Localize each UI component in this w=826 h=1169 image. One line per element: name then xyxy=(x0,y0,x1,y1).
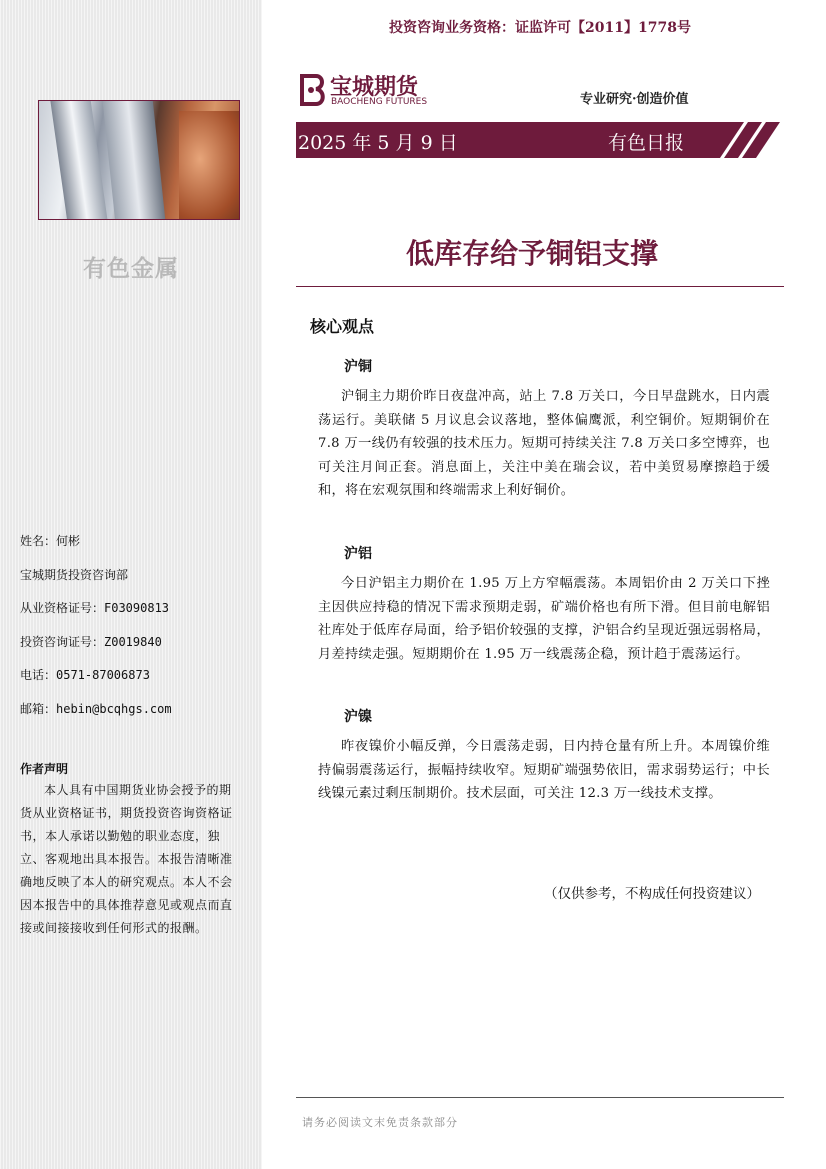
slogan: 专业研究·创造价值 xyxy=(580,92,689,107)
section-body-aluminum: 今日沪铝主力期价在 1.95 万上方窄幅震荡。本周铝价由 2 万关口下挫主因供应持稳的情况下需求预期走弱，矿端价格也有所下滑。但目前电解铝社库处于低库存局面，给予铝价较强的支撑，沪铝合约呈现近强远弱格局，月差持续走强。短期期价在 1.95 万一线震荡企稳，预计趋于震荡运行。 xyxy=(318,576,770,662)
baocheng-logo-icon xyxy=(296,72,328,108)
core-views-heading: 核心观点 xyxy=(310,317,375,336)
section-heading-aluminum: 沪铝 xyxy=(344,546,372,562)
report-date: 2025 年 5 月 9 日 xyxy=(298,132,458,154)
logo-english-name: BAOCHENG FUTURES xyxy=(331,97,428,107)
report-title: 低库存给予铜铝支撑 xyxy=(405,237,658,270)
declaration-title: 作者声明 xyxy=(20,762,69,776)
declaration-body: 本人具有中国期货业协会授予的期货从业资格证书，期货投资咨询资格证书，本人承诺以勤勉的职业态度，独立、客观地出具本报告。本报告清晰准确地反映了本人的研究观点。本人不会因本报告中的具体推荐意见或观点而直接或间接接收到任何形式的报酬。 xyxy=(20,783,233,935)
license-line: 投资咨询业务资格：证监许可【2011】1778号 xyxy=(389,20,691,36)
logo-chinese-name: 宝城期货 xyxy=(330,75,419,100)
author-name: 姓名：何彬 xyxy=(20,534,81,548)
author-info xyxy=(20,525,252,726)
sidebar-category: 有色金属 xyxy=(83,256,179,282)
section-body-nickel: 昨夜镍价小幅反弹，今日震荡走弱，日内持仓量有所上升。本周镍价维持偏弱震荡运行，振幅持续收窄。短期矿端强势依旧，需求弱势运行；中长线镍元素过剩压制期价。技术层面，可关注 12.3 万一线技术支撑。 xyxy=(318,739,770,801)
author-phone: 电话：0571-87006873 xyxy=(20,668,150,682)
company-logo xyxy=(296,70,456,114)
author-email: 邮箱：hebin@bcqhgs.com xyxy=(20,701,172,716)
author-department: 宝城期货投资咨询部 xyxy=(20,567,129,582)
sidebar xyxy=(0,0,262,1169)
author-declaration xyxy=(20,760,234,940)
section-heading-nickel: 沪镍 xyxy=(344,709,372,725)
title-divider xyxy=(296,286,784,287)
footer-note: 请务必阅读文末免责条款部分 xyxy=(302,1116,458,1129)
author-consult-license: 投资咨询证号：Z0019840 xyxy=(20,634,162,649)
section-heading-copper: 沪铜 xyxy=(344,359,372,375)
section-body-copper: 沪铜主力期价昨日夜盘冲高，站上 7.8 万关口，今日早盘跳水，日内震荡运行。美联储 5 月议息会议落地，整体偏鹰派，利空铜价。短期铜价在 7.8 万一线仍有较强的技术压力。短期可持续关注 7.8 万关口多空博弈，也可关注月间正套。消息面上，关注中美在瑞会议，若中美贸易摩擦趋于缓和，将在宏观氛围和终端需求上利好铜价。 xyxy=(318,389,770,498)
metal-rolls-photo xyxy=(38,100,240,220)
disclaimer: （仅供参考，不构成任何投资建议） xyxy=(544,886,760,902)
date-banner xyxy=(296,122,786,158)
author-qualification: 从业资格证号：F03090813 xyxy=(20,601,170,615)
report-type: 有色日报 xyxy=(608,132,685,154)
footer-divider xyxy=(296,1097,784,1098)
